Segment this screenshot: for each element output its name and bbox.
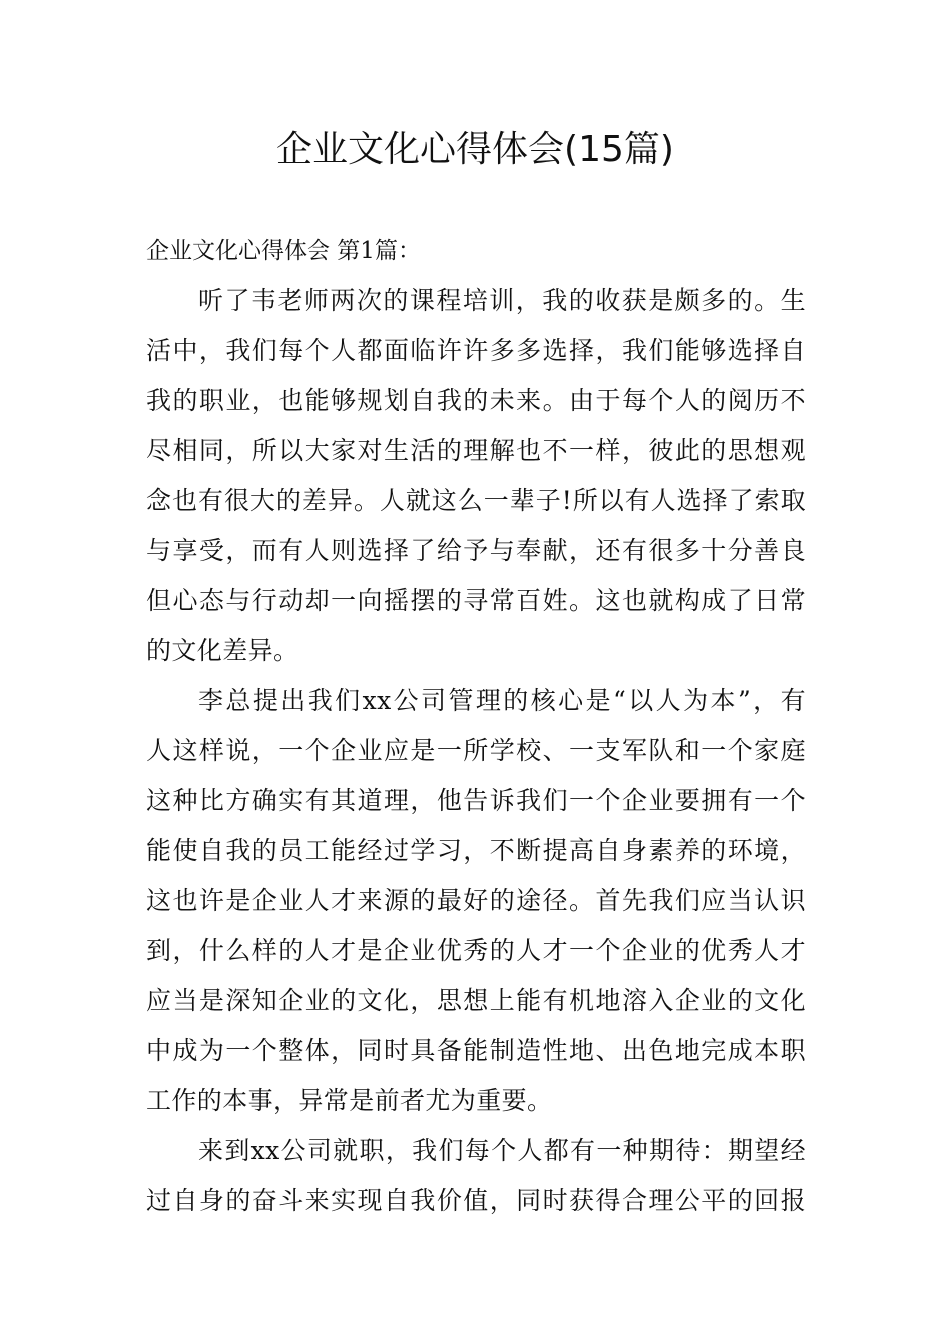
paragraph-line: 到，什么样的人才是企业优秀的人才一个企业的优秀人才 <box>146 936 806 965</box>
paragraph-line: 这种比方确实有其道理，他告诉我们一个企业要拥有一个 <box>146 786 806 815</box>
paragraph-line: 来到xx公司就职，我们每个人都有一种期待：期望经 <box>198 1136 806 1165</box>
paragraph-line: 活中，我们每个人都面临许许多多选择，我们能够选择自 <box>146 336 806 365</box>
paragraph-line: 尽相同，所以大家对生活的理解也不一样，彼此的思想观 <box>146 436 806 465</box>
paragraph-line: 与享受，而有人则选择了给予与奉献，还有很多十分善良 <box>146 536 806 565</box>
paragraph-line: 这也许是企业人才来源的最好的途径。首先我们应当认识 <box>146 886 806 915</box>
paragraph-line: 的文化差异。 <box>146 636 299 665</box>
paragraph-line: 应当是深知企业的文化，思想上能有机地溶入企业的文化 <box>146 986 806 1015</box>
paragraph <box>146 1126 806 1226</box>
paragraph-line: 但心态与行动却一向摇摆的寻常百姓。这也就构成了日常 <box>146 586 806 615</box>
paragraph-line: 过自身的奋斗来实现自我价值，同时获得合理公平的回报 <box>146 1186 806 1215</box>
section-heading: 企业文化心得体会 第1篇： <box>146 238 421 264</box>
paragraph <box>146 676 806 1126</box>
paragraph-line: 人这样说，一个企业应是一所学校、一支军队和一个家庭 <box>146 736 806 765</box>
paragraph-line: 听了韦老师两次的课程培训，我的收获是颇多的。生 <box>198 286 806 315</box>
paragraph-line: 中成为一个整体，同时具备能制造性地、出色地完成本职 <box>146 1036 806 1065</box>
paragraph-line: 能使自我的员工能经过学习，不断提高自身素养的环境， <box>146 836 806 865</box>
paragraph-line: 我的职业，也能够规划自我的未来。由于每个人的阅历不 <box>146 386 806 415</box>
paragraph-line: 工作的本事，异常是前者尤为重要。 <box>146 1086 553 1115</box>
document-body <box>146 276 806 1226</box>
paragraph <box>146 276 806 676</box>
document-title: 企业文化心得体会(15篇) <box>276 129 674 170</box>
paragraph-line: 李总提出我们xx公司管理的核心是“以人为本”，有 <box>198 686 806 715</box>
paragraph-line: 念也有很大的差异。人就这么一辈子!所以有人选择了索取 <box>146 486 806 515</box>
